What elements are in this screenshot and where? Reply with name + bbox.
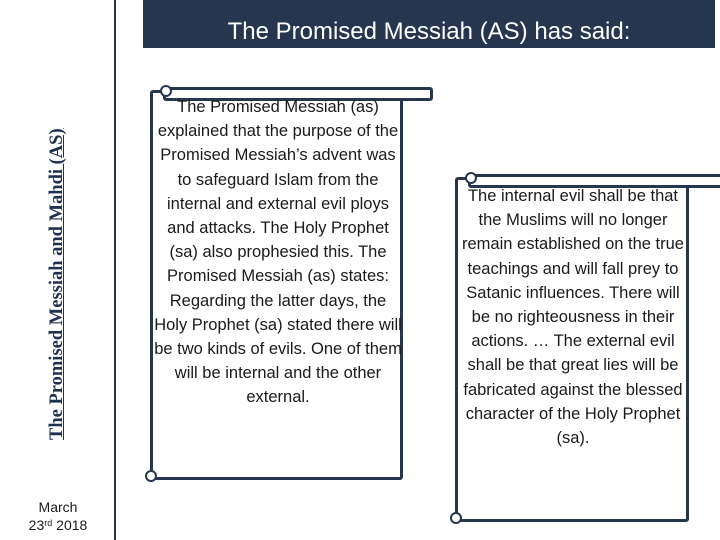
slide-title-bar [143,0,715,48]
date-month: March [38,499,78,515]
slide-title: The Promised Messiah (AS) has said: [227,18,631,45]
scroll-text-right: The internal evil shall be that the Muslims will no longer remain established on the true teachings and will fall prey to Satanic influences. There will be no righteousness in their actions. … The external evil shall be that great lies will be fabricated against the blessed character of the Holy Prophet (sa). [462,187,684,448]
scroll-box-left [150,90,403,480]
slide-date [0,498,116,534]
sidebar-title: The Promised Messiah and Mahdi (AS) [47,128,67,440]
scroll-text-left: The Promised Messiah (as) explained that the purpose of the Promised Messiah’s advent was to safeguard Islam from the internal and external evil ploys and attacks. The Holy Prophet (sa) also prophesied this. The Promised Messiah (as) states: Regarding the latter days, the Holy Prophet (sa) stated there will be two kinds of evils. One of them will be internal and the other external. [154,98,402,407]
date-day: 23 [28,517,45,533]
scroll-curl-icon [450,512,462,524]
date-suffix: rd [44,518,53,528]
scroll-box-right [455,177,689,522]
scroll-curl-icon [145,470,157,482]
date-year: 2018 [56,517,88,533]
sidebar [0,0,116,540]
scroll-curl-icon [465,172,477,184]
